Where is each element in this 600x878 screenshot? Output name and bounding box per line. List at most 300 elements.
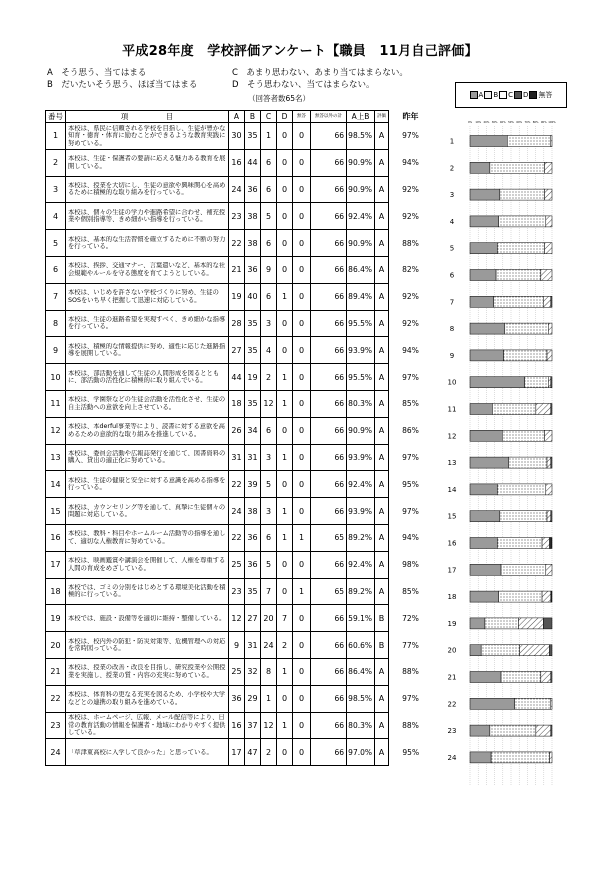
cell-a: 36 — [229, 685, 245, 712]
cell-total: 66 — [311, 444, 347, 471]
cell-d: 1 — [277, 498, 293, 525]
table-row — [46, 524, 433, 551]
cell-d: 0 — [277, 123, 293, 150]
cell-item — [66, 256, 229, 283]
cell-c: 1 — [261, 685, 277, 712]
x-tick-label: 80% — [532, 121, 539, 124]
cell-c: 6 — [261, 149, 277, 176]
bar-segment-A — [470, 296, 494, 307]
bar-segment-無答 — [551, 591, 552, 602]
cell-d: 1 — [277, 712, 293, 739]
bar-segment-A — [470, 645, 481, 656]
item-text: 本校は、委員会活動や広報誌発行を通じて、図書資料の購入、貸出の適正化に努めている。 — [68, 450, 226, 465]
cell-c: 12 — [261, 712, 277, 739]
cell-a: 26 — [229, 417, 245, 444]
cell-prev: 72% — [402, 613, 419, 623]
cell-no: 13 — [46, 444, 66, 471]
legend-swatch-none — [529, 91, 537, 99]
cell-item — [66, 578, 229, 605]
bar-segment-C — [546, 484, 552, 495]
cell-no: 5 — [46, 230, 66, 257]
cell-total: 66 — [311, 498, 347, 525]
cell-a: 18 — [229, 390, 245, 417]
cell-d: 0 — [277, 685, 293, 712]
cell-item — [66, 337, 229, 364]
cell-c: 1 — [261, 123, 277, 150]
category-label: 2 — [449, 164, 455, 173]
cell-b: 38 — [245, 230, 261, 257]
cell-c: 5 — [261, 551, 277, 578]
bar-segment-B — [501, 564, 546, 575]
bar-segment-D — [543, 618, 552, 629]
cell-c: 2 — [261, 739, 277, 766]
cell-grade: A — [375, 176, 389, 203]
x-tick-label: 100% — [548, 121, 556, 124]
cell-grade: A — [375, 123, 389, 150]
bar-segment-B — [497, 243, 544, 254]
item-text: 本校は、基本的な生活習慣を確立するために不断の努力を行っている。 — [68, 235, 226, 251]
cell-total: 66 — [311, 230, 347, 257]
cell-no: 11 — [46, 390, 66, 417]
bar-segment-B — [492, 404, 535, 415]
legend-entry-d — [514, 91, 528, 99]
bar-segment-D — [550, 645, 552, 656]
legend-label-b: B — [493, 91, 499, 99]
cell-a: 23 — [229, 578, 245, 605]
category-label: 11 — [447, 405, 457, 414]
cell-none: 0 — [293, 471, 311, 498]
table-row — [46, 123, 433, 150]
cell-grade: A — [375, 364, 389, 391]
cell-a: 25 — [229, 658, 245, 685]
cell-pct: 80.3% — [347, 712, 375, 739]
cell-grade: A — [375, 739, 389, 766]
cell-pct: 95.5% — [347, 364, 375, 391]
cell-total: 66 — [311, 310, 347, 337]
bar-segment-D — [551, 511, 552, 522]
cell-none: 0 — [293, 230, 311, 257]
bar-segment-D — [551, 377, 552, 388]
bar-segment-C — [551, 698, 552, 709]
bar-segment-C — [546, 564, 552, 575]
bar-segment-A — [470, 672, 501, 683]
bar-segment-A — [470, 457, 509, 468]
cell-prev: 85% — [402, 586, 419, 596]
cell-pct: 86.4% — [347, 658, 375, 685]
cell-pct: 89.2% — [347, 524, 375, 551]
cell-pct: 90.9% — [347, 230, 375, 257]
item-text: 本校は、授業を大切にし、生徒の意欲や興味関心を高めるために積極的な取り組みを行っている。 — [68, 182, 226, 197]
cell-prev: 94% — [402, 158, 419, 168]
item-text: 本校は、生徒の健康と安全に対する意識を高める指導を行っている。 — [68, 476, 226, 492]
cell-none: 1 — [293, 524, 311, 551]
cell-b: 35 — [245, 310, 261, 337]
cell-no: 10 — [46, 364, 66, 391]
bar-segment-D — [551, 296, 552, 307]
cell-grade: A — [375, 230, 389, 257]
cell-total: 66 — [311, 551, 347, 578]
table-row — [46, 498, 433, 525]
cell-item — [66, 310, 229, 337]
x-tick-label: 50% — [508, 121, 514, 124]
cell-no: 4 — [46, 203, 66, 230]
bar-segment-A — [470, 618, 485, 629]
cell-prev: 95% — [402, 479, 419, 489]
category-label: 14 — [447, 485, 457, 494]
cell-b: 44 — [245, 149, 261, 176]
cell-prev: 88% — [402, 238, 419, 248]
category-label: 3 — [449, 191, 455, 200]
legend-c: C あまり思わない、あまり当てはまらない。 — [232, 68, 408, 78]
bar-segment-A — [470, 538, 497, 549]
cell-a: 28 — [229, 310, 245, 337]
table-row — [46, 551, 433, 578]
bar-segment-B — [502, 430, 544, 441]
cell-a: 9 — [229, 632, 245, 659]
survey-table — [45, 110, 433, 766]
table-row — [46, 283, 433, 310]
cell-grade: A — [375, 578, 389, 605]
table-row — [46, 256, 433, 283]
bar-segment-無答 — [551, 538, 552, 549]
bar-segment-A — [470, 484, 497, 495]
cell-d: 1 — [277, 444, 293, 471]
cell-c: 5 — [261, 203, 277, 230]
bar-segment-C — [545, 430, 552, 441]
cell-total: 66 — [311, 123, 347, 150]
bar-segment-C — [542, 591, 551, 602]
table-row — [46, 632, 433, 659]
bar-segment-B — [507, 136, 550, 147]
cell-item — [66, 605, 229, 632]
bar-segment-A — [470, 511, 500, 522]
cell-d: 0 — [277, 230, 293, 257]
bar-segment-A — [470, 698, 515, 709]
survey-body — [46, 123, 433, 766]
cell-total: 66 — [311, 337, 347, 364]
legend-entry-b — [484, 91, 498, 99]
cell-prev: 94% — [402, 345, 419, 355]
legend-swatch-c — [499, 91, 507, 99]
item-text: 本校は、生徒の進路希望を実現すべく、きめ細かな指導を行っている。 — [68, 316, 226, 331]
header-c: C — [261, 111, 277, 123]
cell-no: 16 — [46, 524, 66, 551]
bar-segment-C — [548, 377, 550, 388]
cell-c: 6 — [261, 524, 277, 551]
cell-d: 0 — [277, 176, 293, 203]
bar-segment-A — [470, 270, 496, 281]
bar-segment-A — [470, 216, 499, 227]
cell-d: 0 — [277, 337, 293, 364]
item-text: 本校では、施設・設備等を適切に維持・整備している。 — [68, 614, 226, 622]
cell-b: 32 — [245, 658, 261, 685]
cell-grade: A — [375, 310, 389, 337]
cell-b: 38 — [245, 203, 261, 230]
cell-item — [66, 364, 229, 391]
item-text: 本校は、体育科の更なる充実を図るため、小学校や大学などとの連携の取り組みを進めている。 — [68, 691, 226, 706]
cell-none: 0 — [293, 176, 311, 203]
bar-segment-C — [545, 162, 552, 173]
table-row — [46, 471, 433, 498]
cell-total: 65 — [311, 524, 347, 551]
legend-label-a: A — [478, 91, 484, 99]
table-row — [46, 149, 433, 176]
cell-pct: 92.4% — [347, 551, 375, 578]
legend-label-c: C — [508, 91, 514, 99]
x-tick-label: 30% — [491, 121, 498, 124]
cell-none: 0 — [293, 149, 311, 176]
bar-segment-B — [499, 216, 546, 227]
cell-no: 23 — [46, 712, 66, 739]
bar-segment-B — [491, 752, 549, 763]
cell-d: 1 — [277, 283, 293, 310]
cell-total: 66 — [311, 283, 347, 310]
cell-d: 0 — [277, 256, 293, 283]
cell-grade: A — [375, 337, 389, 364]
cell-pct: 98.5% — [347, 123, 375, 150]
cell-none: 0 — [293, 632, 311, 659]
category-label: 5 — [449, 244, 455, 253]
table-row — [46, 364, 433, 391]
x-tick-label: 60% — [516, 121, 523, 124]
bar-segment-B — [500, 189, 545, 200]
cell-item — [66, 283, 229, 310]
cell-b: 35 — [245, 123, 261, 150]
legend-entry-c — [499, 91, 513, 99]
cell-prev: 82% — [402, 265, 419, 275]
bar-segment-B — [485, 618, 519, 629]
cell-no: 20 — [46, 632, 66, 659]
cell-prev: 88% — [402, 720, 419, 730]
cell-b: 29 — [245, 685, 261, 712]
cell-prev: 95% — [402, 747, 420, 757]
cell-grade: A — [375, 658, 389, 685]
header-prev: 昨年 — [402, 112, 419, 121]
cell-pct: 59.1% — [347, 605, 375, 632]
bar-segment-B — [481, 645, 520, 656]
cell-d: 1 — [277, 390, 293, 417]
cell-d: 0 — [277, 739, 293, 766]
bar-segment-A — [470, 404, 492, 415]
table-row — [46, 417, 433, 444]
cell-none: 0 — [293, 551, 311, 578]
cell-total: 66 — [311, 256, 347, 283]
bar-segment-A — [470, 136, 507, 147]
cell-total: 66 — [311, 739, 347, 766]
cell-c: 6 — [261, 230, 277, 257]
cell-none: 0 — [293, 605, 311, 632]
cell-c: 12 — [261, 390, 277, 417]
bar-segment-B — [499, 591, 542, 602]
cell-b: 37 — [245, 712, 261, 739]
category-label: 1 — [449, 137, 455, 146]
header-a: A — [229, 111, 245, 123]
cell-grade: A — [375, 471, 389, 498]
cell-pct: 60.6% — [347, 632, 375, 659]
bar-segment-B — [515, 698, 551, 709]
bar-segment-C — [547, 350, 552, 361]
cell-pct: 93.9% — [347, 337, 375, 364]
bar-segment-A — [470, 752, 491, 763]
header-b: B — [245, 111, 261, 123]
bar-segment-C — [548, 323, 552, 334]
cell-pct: 89.4% — [347, 283, 375, 310]
category-label: 4 — [449, 217, 455, 226]
cell-no: 18 — [46, 578, 66, 605]
cell-no: 9 — [46, 337, 66, 364]
table-row — [46, 605, 433, 632]
cell-b: 35 — [245, 578, 261, 605]
cell-no: 21 — [46, 658, 66, 685]
table-row — [46, 712, 433, 739]
cell-none: 1 — [293, 578, 311, 605]
cell-no: 6 — [46, 256, 66, 283]
cell-item — [66, 524, 229, 551]
cell-item — [66, 444, 229, 471]
header-d: D — [277, 111, 293, 123]
cell-b: 38 — [245, 498, 261, 525]
cell-prev: 92% — [402, 184, 419, 194]
cell-a: 31 — [229, 444, 245, 471]
item-text: 本校は、本derful事業等により、読書に対する意欲を高めるための意欲的な取り組みを推進している。 — [68, 423, 225, 438]
cell-prev: 86% — [402, 426, 419, 436]
cell-item — [66, 632, 229, 659]
cell-c: 4 — [261, 337, 277, 364]
bar-segment-C — [551, 136, 552, 147]
category-label: 20 — [447, 646, 457, 655]
cell-none: 0 — [293, 498, 311, 525]
bar-segment-C — [547, 511, 551, 522]
cell-pct: 92.4% — [347, 471, 375, 498]
cell-item — [66, 149, 229, 176]
header-item: 項 目 — [66, 111, 229, 123]
cell-pct: 92.4% — [347, 203, 375, 230]
cell-total: 66 — [311, 712, 347, 739]
cell-no: 1 — [46, 123, 66, 150]
category-label: 21 — [447, 673, 457, 682]
cell-grade: A — [375, 498, 389, 525]
cell-total: 66 — [311, 149, 347, 176]
cell-grade: A — [375, 524, 389, 551]
cell-pct: 95.5% — [347, 310, 375, 337]
table-row — [46, 337, 433, 364]
cell-c: 3 — [261, 444, 277, 471]
table-row — [46, 739, 433, 766]
cell-pct: 86.4% — [347, 256, 375, 283]
cell-total: 66 — [311, 176, 347, 203]
bar-segment-A — [470, 243, 497, 254]
cell-d: 7 — [277, 605, 293, 632]
cell-b: 36 — [245, 176, 261, 203]
cell-d: 1 — [277, 658, 293, 685]
cell-grade: A — [375, 283, 389, 310]
cell-pct: 90.9% — [347, 176, 375, 203]
bar-segment-D — [551, 725, 552, 736]
cell-none: 0 — [293, 390, 311, 417]
item-text: 本校は、積極的な情報提供に努め、適性に応じた進路指導を展開している。 — [68, 342, 226, 358]
bar-segment-C — [547, 457, 551, 468]
bar-segment-C — [545, 243, 552, 254]
bar-segment-B — [490, 162, 545, 173]
bar-segment-A — [470, 377, 525, 388]
legend-label-none: 無答 — [538, 91, 553, 99]
cell-none: 0 — [293, 685, 311, 712]
cell-prev: 98% — [402, 560, 419, 570]
bar-segment-C — [541, 672, 551, 683]
bar-segment-D — [551, 457, 552, 468]
header-eval: 評価 — [375, 111, 389, 123]
cell-d: 0 — [277, 203, 293, 230]
bar-segment-B — [497, 484, 545, 495]
cell-no: 17 — [46, 551, 66, 578]
category-label: 13 — [447, 459, 457, 468]
cell-grade: B — [375, 632, 389, 659]
cell-b: 40 — [245, 283, 261, 310]
cell-a: 16 — [229, 712, 245, 739]
cell-none: 0 — [293, 283, 311, 310]
table-row — [46, 444, 433, 471]
table-row — [46, 230, 433, 257]
category-label: 18 — [447, 593, 457, 602]
cell-c: 8 — [261, 658, 277, 685]
cell-a: 22 — [229, 471, 245, 498]
cell-no: 24 — [46, 739, 66, 766]
item-text: 本校は、挨拶、交通マナー、言葉遣いなど、基本的な社会規範やルールを守る態度を育てようとしている。 — [68, 262, 226, 277]
bar-segment-C — [518, 618, 543, 629]
cell-b: 31 — [245, 632, 261, 659]
cell-grade: A — [375, 712, 389, 739]
category-label: 6 — [449, 271, 455, 280]
table-row — [46, 310, 433, 337]
item-text: 本校は、校内外の防犯・防災対策等、危機管理への対応を常時図っている。 — [68, 637, 226, 653]
cell-d: 0 — [277, 471, 293, 498]
bar-segment-A — [470, 430, 502, 441]
table-row — [46, 390, 433, 417]
cell-grade: A — [375, 390, 389, 417]
table-row — [46, 176, 433, 203]
cell-grade: A — [375, 203, 389, 230]
cell-prev: 97% — [402, 452, 419, 462]
cell-total: 66 — [311, 390, 347, 417]
cell-a: 23 — [229, 203, 245, 230]
item-text: 本校は、授業の改善・改良を目指し、研究授業や公開授業を実施し、授業の質・内容の充実に努めている。 — [68, 664, 226, 679]
cell-no: 7 — [46, 283, 66, 310]
bar-segment-C — [545, 189, 552, 200]
cell-prev: 92% — [402, 318, 419, 328]
category-label: 24 — [447, 753, 457, 762]
cell-total: 66 — [311, 658, 347, 685]
cell-b: 34 — [245, 417, 261, 444]
cell-c: 6 — [261, 176, 277, 203]
item-text: 本校は、個々の生徒の学力や進路希望に合わせ、補充授業や個別指導等、きめ細かい指導を行っている。 — [68, 208, 226, 224]
item-text: 本校は、ホームページ、広報、メール配信等により、日常の教育活動の情報を保護者・地域にわかりやすく提供している。 — [68, 714, 226, 737]
legend-label-d: D — [523, 91, 529, 99]
cell-prev: 77% — [402, 640, 419, 650]
cell-pct: 93.9% — [347, 498, 375, 525]
cell-total: 66 — [311, 685, 347, 712]
category-label: 8 — [449, 325, 455, 334]
cell-pct: 97.0% — [347, 739, 375, 766]
item-text: 「草津東高校に入学して良かった」と思っている。 — [68, 748, 213, 756]
cell-c: 9 — [261, 256, 277, 283]
cell-d: 0 — [277, 578, 293, 605]
cell-none: 0 — [293, 256, 311, 283]
cell-no: 2 — [46, 149, 66, 176]
cell-grade: A — [375, 149, 389, 176]
cell-prev: 97% — [402, 372, 419, 382]
cell-prev: 88% — [402, 667, 419, 677]
bar-segment-C — [520, 645, 550, 656]
